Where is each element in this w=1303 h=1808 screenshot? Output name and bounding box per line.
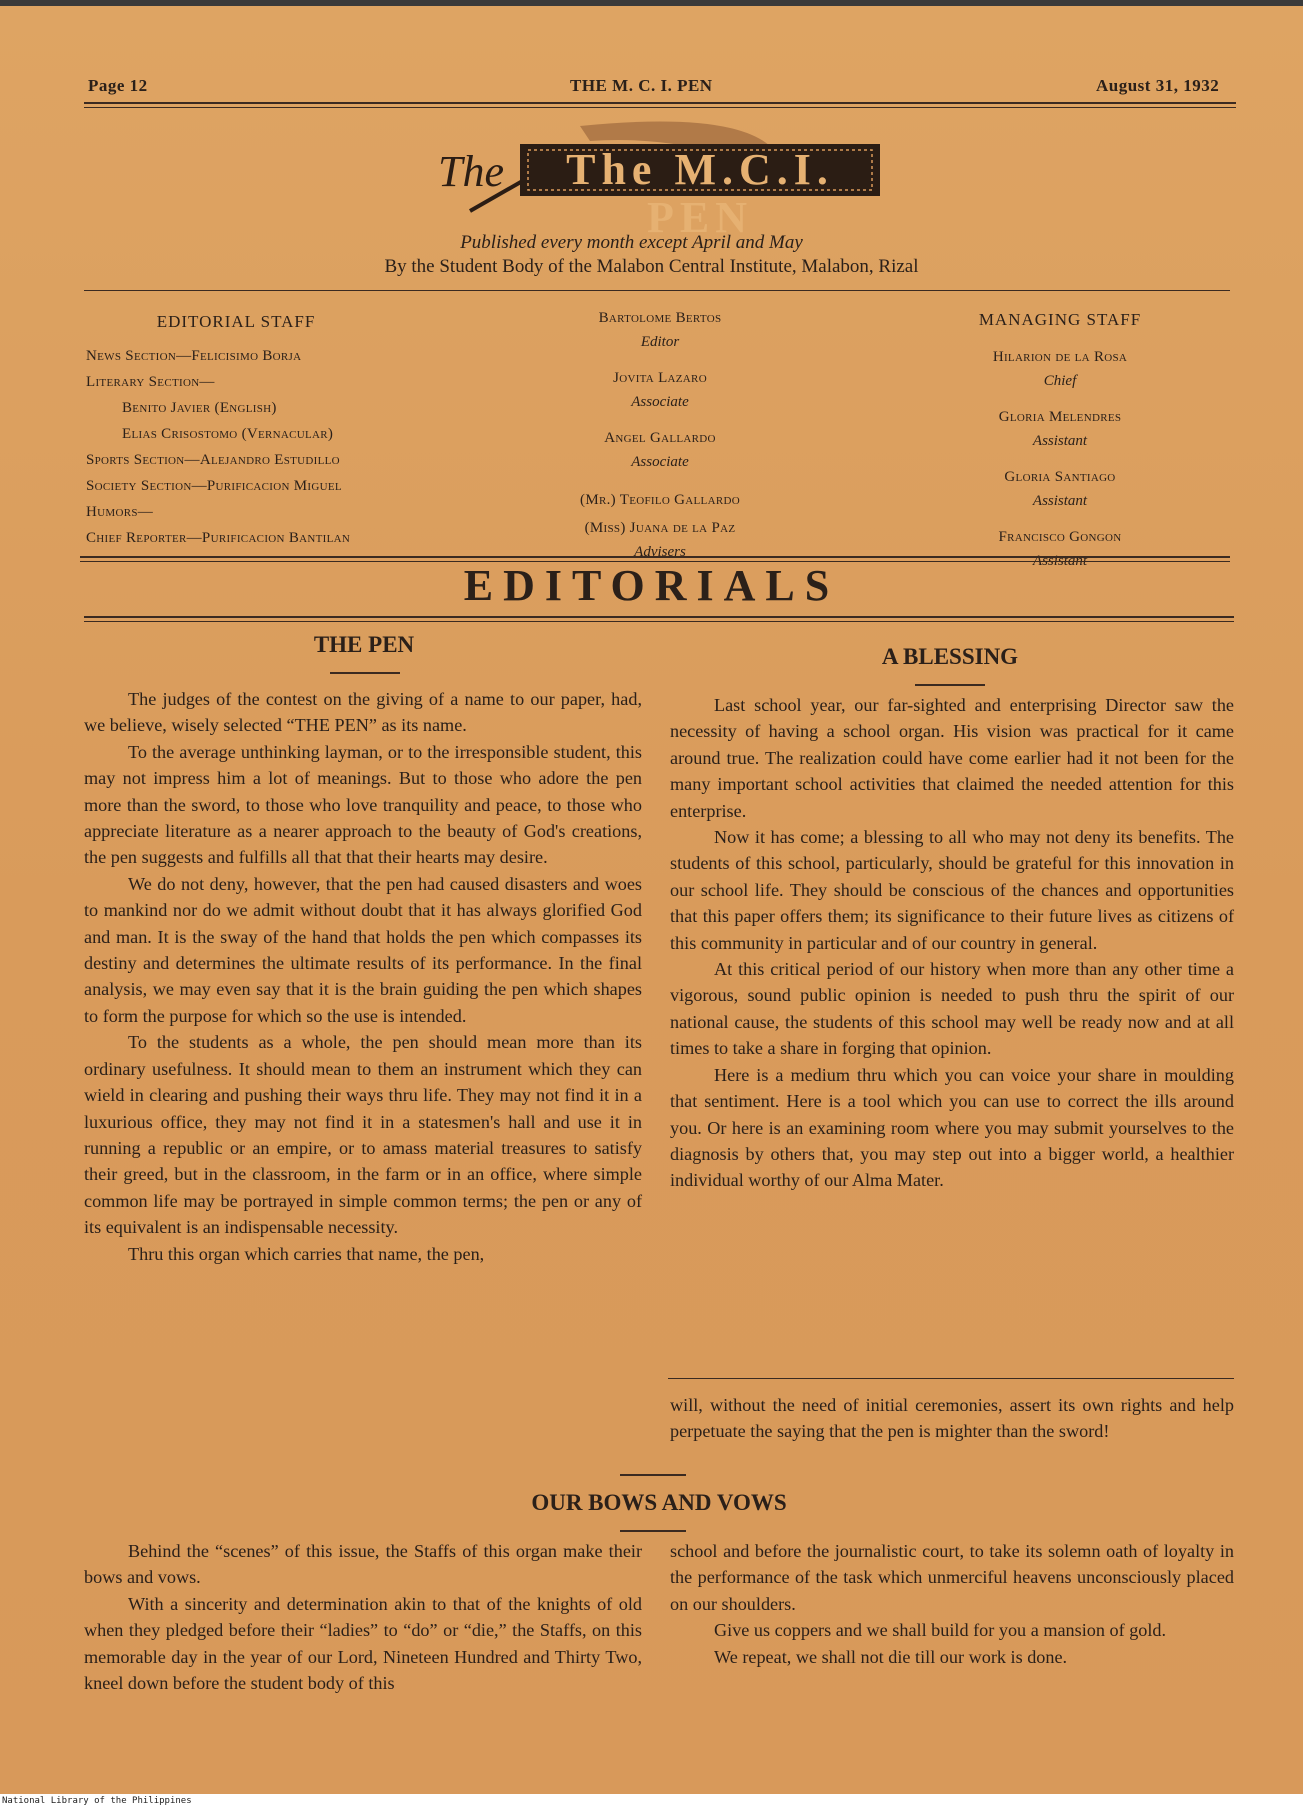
- editor-role: Associate: [631, 394, 689, 410]
- publisher-line: By the Student Body of the Malabon Central Institute, Malabon, Rizal: [384, 256, 919, 277]
- masthead-logo: [430, 116, 890, 242]
- managing-staff-heading: MANAGING STAFF: [978, 310, 1142, 329]
- section-rule-thin: [84, 621, 1234, 622]
- paragraph: school and before the journalistic court, to take its solemn oath of loyalty in the performance of the task which unmerciful heavens unconsciously placed on our shoulders.: [670, 1541, 1234, 1614]
- manager-name: Francisco Gongon: [998, 529, 1122, 546]
- title-underline: [330, 672, 400, 674]
- paragraph: The judges of the contest on the giving of a name to our paper, had, we believe, wisely selected “THE PEN” as its name.: [84, 689, 642, 736]
- staff-line: Sports Section—Alejandro Estudillo: [86, 452, 340, 469]
- article-title-pen: THE PEN: [313, 632, 415, 657]
- title-overline: [620, 1474, 686, 1476]
- paragraph: will, without the need of initial ceremonies, assert its own rights and help perpetuate the saying that the pen is mighter than the sword!: [670, 1395, 1234, 1442]
- staff-line: News Section—Felicisimo Borja: [86, 348, 302, 365]
- title-underline: [620, 1530, 686, 1532]
- article-body-blessing: [670, 692, 1234, 1194]
- staff-line: Benito Javier (English): [122, 400, 277, 417]
- staff-line: Chief Reporter—Purificacion Bantilan: [86, 530, 351, 547]
- section-title: EDITORIALS: [463, 561, 840, 610]
- header-rule-thin: [84, 107, 1236, 108]
- editor-role: Editor: [640, 334, 680, 350]
- paragraph: Here is a medium thru which you can voice your share in moulding that sentiment. Here is a tool which you can use to correct the ills around you. Or here is an examining room where you may submit yourselves to the diagnosis by others that, you may step out into a bigger world, a healthier individual worthy of our Alma Mater.: [670, 1064, 1234, 1191]
- managing-staff: [940, 306, 1180, 573]
- manager-name: Hilarion de la Rosa: [992, 349, 1128, 366]
- masthead-title: The M.C.I. PEN: [566, 145, 834, 242]
- library-credit: National Library of the Philippines: [2, 1796, 192, 1806]
- editor-name: Angel Gallardo: [604, 430, 716, 446]
- editor-role: Associate: [631, 454, 689, 470]
- paragraph: With a sincerity and determination akin to that of the knights of old when they pledged before their “ladies” to “do” or “die,” the Staffs, on this memorable day in the year of our Lord, Nineteen Hundred and Thirty Two, kneel down before the student body of this: [84, 1593, 642, 1694]
- staff-rule: [80, 556, 1230, 558]
- article-title-blessing: A BLESSING: [881, 644, 1019, 669]
- article-body-pen: [84, 686, 642, 1267]
- staff-line: Society Section—Purificacion Miguel: [86, 478, 342, 495]
- paragraph: We repeat, we shall not die till our work is done.: [714, 1646, 1068, 1667]
- manager-role: Chief: [1043, 373, 1077, 390]
- editorial-staff-heading: EDITORIAL STAFF: [156, 312, 316, 331]
- header-rule: [84, 102, 1236, 104]
- article-body-bows-right: [670, 1538, 1234, 1670]
- svg-text:The: The: [438, 147, 504, 196]
- paragraph: Last school year, our far-sighted and enterprising Director saw the necessity of having a school organ. His vision was practical for it came around true. The realization could have come earlier had it not been for the many important school activities that claimed the needed attention for this enterprise.: [670, 695, 1234, 821]
- paragraph: To the average unthinking layman, or to the irresponsible student, this may not impress him a lot of meanings. But to those who adore the pen more than the sword, to those who love tranquility and peace, to those who appreciate literature as a nearer approach to the beauty of God's creations, the pen suggests and fulfills all that that their hearts may desire.: [84, 741, 642, 868]
- scan-bottom-strip: [0, 1794, 1303, 1808]
- manager-role: Assistant: [1032, 433, 1088, 450]
- issue-date: August 31, 1932: [1096, 76, 1220, 95]
- publication-schedule: Published every month except April and May: [460, 232, 803, 253]
- title-underline: [915, 684, 985, 686]
- manager-name: Gloria Melendres: [998, 409, 1122, 426]
- adviser-role: Advisers: [634, 544, 686, 560]
- article-title-bows: OUR BOWS AND VOWS: [531, 1490, 787, 1515]
- editorial-staff: [86, 308, 446, 551]
- adviser-name: (Mr.) Teofilo Gallardo: [580, 492, 740, 508]
- paragraph: Thru this organ which carries that name, the pen,: [128, 1243, 485, 1264]
- staff-line: Humors—: [86, 504, 154, 521]
- editor-name: Jovita Lazaro: [613, 370, 707, 386]
- article-continuation-pen: [670, 1392, 1234, 1445]
- manager-role: Assistant: [1032, 493, 1088, 510]
- manager-name: Gloria Santiago: [1004, 469, 1116, 486]
- column-rule: [668, 1378, 1234, 1379]
- paragraph: Now it has come; a blessing to all who may not deny its benefits. The students of this school, particularly, should be grateful for this innovation in our school life. They should be conscious of the chances and opportunities that this paper offers them; its significance to their future lives as citizens of this community in particular and of our country in general.: [670, 827, 1234, 953]
- manager-role: Assistant: [1032, 553, 1088, 570]
- masthead-rule: [84, 290, 1230, 291]
- page-number: Page 12: [88, 76, 148, 95]
- editors-column: [520, 306, 800, 564]
- article-body-bows-left: [84, 1538, 642, 1696]
- scan-top-edge: [0, 0, 1303, 6]
- paragraph: To the students as a whole, the pen should mean more than its ordinary usefulness. It should mean to them an instrument which they can wield in clearing and pushing their ways thru life. They may not find it in a luxurious office, they may not find it in a statesmen's hall and use it in running a republic or an empire, or to amass material treasures to satisfy their greed, but in the classroom, in the farm or in an office, where simple common life may be portrayed in simple common terms; the pen or any of its equivalent is an indispensable necessity.: [84, 1032, 642, 1238]
- paragraph: We do not deny, however, that the pen had caused disasters and woes to mankind nor do we admit without doubt that it has always glorified God and man. It is the sway of the hand that holds the pen which compasses its destiny and determines the ultimate results of its performance. In the final analysis, we may even say that it is the brain guiding the pen which shapes to form the purpose for which so the use is intended.: [84, 873, 642, 1026]
- paper-name: THE M. C. I. PEN: [570, 76, 713, 95]
- paragraph: Behind the “scenes” of this issue, the Staffs of this organ make their bows and vows.: [84, 1541, 642, 1588]
- staff-line: Literary Section—: [86, 374, 215, 391]
- editor-name: Bartolome Bertos: [598, 310, 722, 326]
- section-rule: [84, 616, 1234, 618]
- adviser-name: (Miss) Juana de la Paz: [584, 520, 736, 536]
- staff-line: Elias Crisostomo (Vernacular): [122, 426, 334, 443]
- paragraph: At this critical period of our history when more than any other time a vigorous, sound public opinion is needed to push thru the spirit of our national cause, the students of this school may well be ready now and at all times to take a share in forging that opinion.: [670, 959, 1234, 1059]
- paragraph: Give us coppers and we shall build for you a mansion of gold.: [714, 1620, 1167, 1641]
